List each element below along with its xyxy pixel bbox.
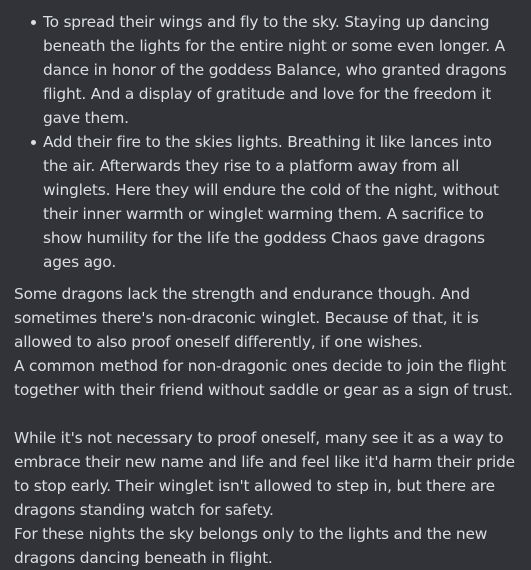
list-item-text: To spread their wings and fly to the sky. Staying up dancing beneath the lights for the entire night or some even longer. A dance in honor of the goddess Balance, who granted dragons flight. And a display of gratitude and love for the freedom it gave them. xyxy=(43,13,507,127)
bullet-icon xyxy=(31,140,36,145)
paragraph-alternative-proof: Some dragons lack the strength and endurance though. And sometimes there's non-draconic winglet. Because of that, it is allowed to also proof oneself differently, if one wishes. xyxy=(14,285,479,351)
paragraph-pride: While it's not necessary to proof oneself, many see it as a way to embrace their new name and life and feel like it'd harm their pride to stop early. Their winglet isn't allowed to step in, but there are dragons standing watch for safety. xyxy=(14,429,515,519)
bullet-list xyxy=(14,10,519,274)
list-item-text: Add their fire to the skies lights. Breathing it like lances into the air. Afterwards they rise to a platform away from all winglets. Here they will endure the cold of the night, without their inner warmth or winglet warming them. A sacrifice to show humility for the life the goddess Chaos gave dragons ages ago. xyxy=(43,133,499,271)
list-item xyxy=(43,10,519,130)
blank-line xyxy=(14,402,519,426)
paragraph-common-method: A common method for non-dragonic ones decide to join the flight together with their friend without saddle or gear as a sign of trust. xyxy=(14,357,513,399)
bullet-icon xyxy=(31,20,36,25)
list-item xyxy=(43,130,519,274)
paragraph-closing: For these nights the sky belongs only to the lights and the new dragons dancing beneath in flight. xyxy=(14,525,488,567)
